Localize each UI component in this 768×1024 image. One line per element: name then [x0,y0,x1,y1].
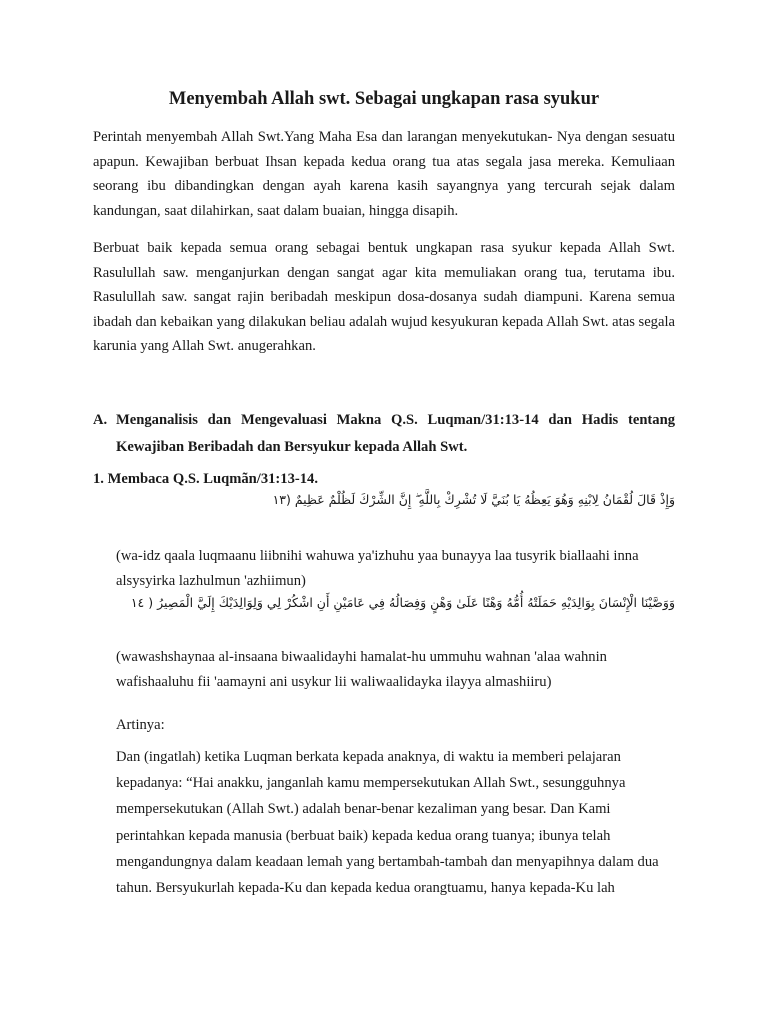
document-title: Menyembah Allah swt. Sebagai ungkapan rasa syukur [168,89,600,109]
artinya-text: Dan (ingatlah) ketika Luqman berkata kepada anaknya, di waktu ia memberi pelajaran kepadanya: “Hai anakku, janganlah kamu mempersekutukan Allah Swt., sesungguhnya mempersekutukan (Allah Swt.) adalah benar-benar kezaliman yang besar. Dan Kami perintahkan kepada manusia (berbuat baik) kepada kedua orang tuanya; ibunya telah mengandungnya dalam keadaan lemah yang bertambah-tambah dan menyapihnya dalam dua tahun. Bersyukurlah kepada-Ku dan kepada kedua orangtuamu, hanya kepada-Ku lah [116,749,659,897]
section-a-marker: A. [93,412,108,428]
verse-13-arabic: وَإِذْ قَالَ لُقْمَانُ لِابْنِهِ وَهُوَ يَعِظُهُ يَا بُنَيَّ لَا تُشْرِكْ بِاللَّهِ ۖ إِنَّ الشِّرْكَ لَظُلْمٌ عَظِيمٌ (١٣ [272,492,675,507]
verse-14-transliteration: (wawashshaynaa al-insaana biwaalidayhi hamalat-hu ummuhu wahnan 'alaa wahnin wafishaaluhu fii 'aamayni ani usykur lii waliwaalidayka ilayya almashiiru) [116,649,607,690]
verse-14-arabic: وَوَصَّيْنَا الْإِنْسَانَ بِوَالِدَيْهِ حَمَلَتْهُ أُمُّهُ وَهْنًا عَلَىٰ وَهْنٍ وَفِصَالُهُ فِي عَامَيْنِ أَنِ اشْكُرْ لِي وَلِوَالِدَيْكَ إِلَيَّ الْمَصِيرُ ( ١٤ [130,595,675,610]
artinya-label: Artinya: [116,717,165,733]
section-a-text: Menganalisis dan Mengevaluasi Makna Q.S. Luqman/31:13-14 dan Hadis tentang Kewajiban Beribadah dan Bersyukur kepada Allah Swt. [116,412,675,455]
verse-13-transliteration: (wa-idz qaala luqmaanu liibnihi wahuwa ya'izhuhu yaa bunayya laa tusyrik biallaahi inna alsysyirka lazhulmun 'azhiimun) [116,548,639,589]
paragraph-2: Berbuat baik kepada semua orang sebagai bentuk ungkapan rasa syukur kepada Allah Swt. Rasulullah saw. menganjurkan dengan sangat agar kita memuliakan orang tua, terutama ibu. Rasulullah saw. sangat rajin beribadah meskipun dosa-dosanya sudah diampuni. Karena semua ibadah dan kebaikan yang dilakukan beliau adalah wujud kesyukuran kepada Allah Swt. atas segala karunia yang Allah Swt. anugerahkan. [93,240,675,354]
subsection-1-heading: 1. Membaca Q.S. Luqmãn/31:13-14. [93,471,318,487]
section-a-heading [93,407,675,460]
paragraph-1: Perintah menyembah Allah Swt.Yang Maha Esa dan larangan menyekutukan- Nya dengan sesuatu apapun. Kewajiban berbuat Ihsan kepada kedua orang tua atas segala jasa mereka. Kemuliaan seorang ibu dibandingkan dengan ayah karena kasih sayangnya yang tercurah sejak dalam kandungan, saat dilahirkan, saat dalam buaian, hingga disapih. [93,129,675,219]
